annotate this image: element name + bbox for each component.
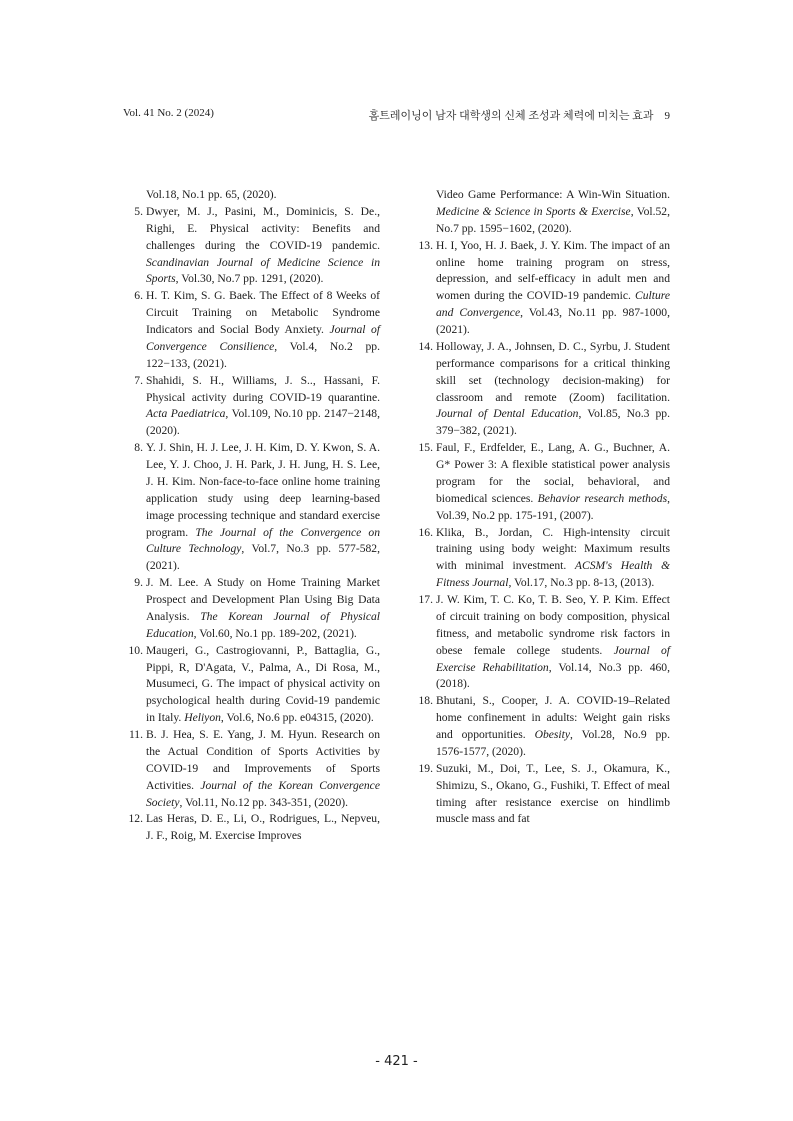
reference-text: Suzuki, M., Doi, T., Lee, S. J., Okamura, K., Shimizu, S., Okano, G., Fushiki, T. Effect of meal timing after resistance exercise on hindlimb muscle mass and fat xyxy=(436,761,670,826)
reference-journal: Obesity xyxy=(534,728,571,741)
reference-journal: Behavior research methods xyxy=(537,491,668,505)
reference-journal: Acta Paediatrica, xyxy=(146,407,229,421)
reference-text: H. I, Yoo, H. J. Baek, J. Y. Kim. The impact of an online home training program on stress, depression, and self-efficacy in adult men and women during the COVID-19 pandemic. xyxy=(436,238,670,303)
reference-item xyxy=(123,440,380,575)
reference-text: J. W. Kim, T. C. Ko, T. B. Seo, Y. P. Kim. Effect of circuit training on body composition, physical fitness, and metabolic syndrome risk factors in obese female college students. xyxy=(436,593,670,657)
reference-text: Shahidi, S. H., Williams, J. S.., Hassani, F. Physical activity during COVID-19 quarantine. xyxy=(146,373,380,404)
reference-continuation xyxy=(123,187,380,204)
reference-details: , Vol.52, No.7 pp. 1595−1602, (2020). xyxy=(436,204,670,235)
reference-item xyxy=(413,761,670,829)
reference-text: H. T. Kim, S. G. Baek. The Effect of 8 Weeks of Circuit Training on Metabolic Syndrome Indicators and Social Body Anxiety. xyxy=(146,289,380,336)
reference-number: 17. xyxy=(418,593,433,606)
reference-item xyxy=(123,811,380,845)
reference-item xyxy=(413,440,670,524)
reference-continuation-text: Video Game Performance: A Win-Win Situation. xyxy=(436,188,670,201)
reference-number: 11. xyxy=(128,728,143,741)
reference-number: 14. xyxy=(418,339,433,353)
reference-number: 9. xyxy=(134,576,143,590)
reference-number: 12. xyxy=(128,812,143,826)
reference-text: Faul, F., Erdfelder, E., Lang, A. G., Buchner, A. G* Power 3: A flexible statistical power analysis program for the social, behavioral, and biomedical sciences. xyxy=(436,441,670,505)
reference-item xyxy=(413,693,670,761)
reference-journal: Heliyon xyxy=(184,711,221,725)
reference-number: 6. xyxy=(134,289,143,303)
reference-item xyxy=(123,727,380,811)
reference-details: , Vol.11, No.12 pp. 343-351, (2020). xyxy=(179,795,349,809)
reference-item xyxy=(123,288,380,372)
reference-number: 10. xyxy=(128,643,143,657)
journal-issue: Vol. 41 No. 2 (2024) xyxy=(123,107,214,119)
header-page-number: 9 xyxy=(664,110,670,122)
reference-continuation-text: Vol.18, No.1 pp. 65, (2020). xyxy=(146,188,277,201)
reference-text: Klika, B., Jordan, C. High-intensity circuit training using body weight: Maximum results with minimal investment. xyxy=(436,525,670,573)
reference-journal: Medicine & Science in Sports & Exercise xyxy=(436,204,631,218)
reference-item xyxy=(123,575,380,643)
reference-details: , Vol.4, No.2 pp. 122−133, (2021). xyxy=(146,339,380,370)
reference-number: 8. xyxy=(134,441,143,455)
reference-number: 18. xyxy=(418,694,433,708)
reference-number: 16. xyxy=(418,525,433,539)
page-number-footer: - 421 - xyxy=(375,1054,418,1069)
reference-journal: Journal of Exercise Rehabilitation xyxy=(436,643,670,674)
reference-journal: Journal of Convergence Consilience xyxy=(146,323,380,353)
reference-details: , Vol.30, No.7 pp. 1291, (2020). xyxy=(175,272,324,286)
reference-journal: Journal of Dental Education xyxy=(436,407,579,421)
reference-journal: The Korean Journal of Physical Education xyxy=(146,609,381,640)
reference-details: Vol.17, No.3 pp. 8-13, (2013). xyxy=(511,576,655,590)
reference-column-right xyxy=(413,187,670,828)
reference-continuation xyxy=(413,187,670,238)
running-title-block xyxy=(369,107,670,123)
reference-number: 19. xyxy=(418,761,433,775)
reference-text: Bhutani, S., Cooper, J. A. COVID-19–Related home confinement in adults: Weight gain risks and opportunities. xyxy=(436,694,670,741)
reference-journal: Journal of the Korean Convergence Society xyxy=(146,778,380,809)
reference-item xyxy=(123,373,380,441)
reference-item xyxy=(123,643,380,727)
reference-journal: ACSM's Health & Fitness Journal, xyxy=(436,559,670,590)
reference-number: 7. xyxy=(134,373,143,387)
reference-details: , Vol.43, No.11 pp. 987-1000, (2021). xyxy=(436,306,670,336)
reference-item xyxy=(413,592,670,693)
reference-details: , Vol.7, No.3 pp. 577-582, (2021). xyxy=(146,542,381,573)
reference-item xyxy=(413,525,670,593)
reference-number: 15. xyxy=(418,441,433,455)
reference-text: J. M. Lee. A Study on Home Training Market Prospect and Development Plan Using Big Data Analysis. xyxy=(146,576,380,623)
reference-journal: Scandinavian Journal of Medicine Science in Sports xyxy=(146,255,380,286)
reference-item xyxy=(413,238,670,339)
reference-journal: The Journal of the Convergence on Culture Technology xyxy=(146,525,380,556)
reference-details: , Vol.85, No.3 pp. 379−382, (2021). xyxy=(436,407,670,438)
reference-text: Holloway, J. A., Johnsen, D. C., Syrbu, J. Student performance comparisons for a critical thinking skill set (technology decision-making) for classroom and remote (Zoom) facilitation. xyxy=(436,339,670,404)
reference-item xyxy=(413,339,670,440)
running-header xyxy=(123,107,670,127)
reference-item xyxy=(123,204,380,288)
reference-details: , Vol.60, No.1 pp. 189-202, (2021). xyxy=(193,626,357,640)
reference-number: 5. xyxy=(134,204,143,218)
reference-details: , Vol.6, No.6 pp. e04315, (2020). xyxy=(220,711,374,725)
reference-details: , Vol.14, No.3 pp. 460, (2018). xyxy=(436,660,670,691)
running-title: 홈트레이닝이 남자 대학생의 신체 조성과 체력에 미치는 효과 xyxy=(368,110,654,122)
reference-text: Y. J. Shin, H. J. Lee, J. H. Kim, D. Y. Kwon, S. A. Lee, Y. J. Choo, J. H. Park, J. H. Jung, H. S. Lee, J. H. Kim. Non-face-to-face online home training application study using deep learning-based image processing technique and standard exercise program. xyxy=(146,441,380,539)
reference-number: 13. xyxy=(418,238,433,252)
reference-text: Dwyer, M. J., Pasini, M., Dominicis, S. De., Righi, E. Physical activity: Benefits and challenges during the COVID-19 pandemic. xyxy=(146,204,380,252)
reference-column-left xyxy=(123,187,380,845)
reference-journal: Culture and Convergence xyxy=(436,289,670,320)
reference-details: , Vol.28, No.9 pp. 1576-1577, (2020). xyxy=(436,728,670,758)
reference-details: , Vol.39, No.2 pp. 175-191, (2007). xyxy=(436,491,670,522)
reference-text: B. J. Hea, S. E. Yang, J. M. Hyun. Research on the Actual Condition of Sports Activities by COVID-19 and Improvements of Sports Activities. xyxy=(146,728,380,792)
reference-text: Maugeri, G., Castrogiovanni, P., Battaglia, G., Pippi, R, D'Agata, V., Palma, A., Di Rosa, M., Musumeci, G. The impact of physical activity on psychological health during Covid-19 pandemic in Italy. xyxy=(146,643,380,725)
reference-details: Vol.109, No.10 pp. 2147−2148, (2020). xyxy=(146,407,381,438)
reference-text: Las Heras, D. E., Li, O., Rodrigues, L., Nepveu, J. F., Roig, M. Exercise Improves xyxy=(146,812,380,843)
